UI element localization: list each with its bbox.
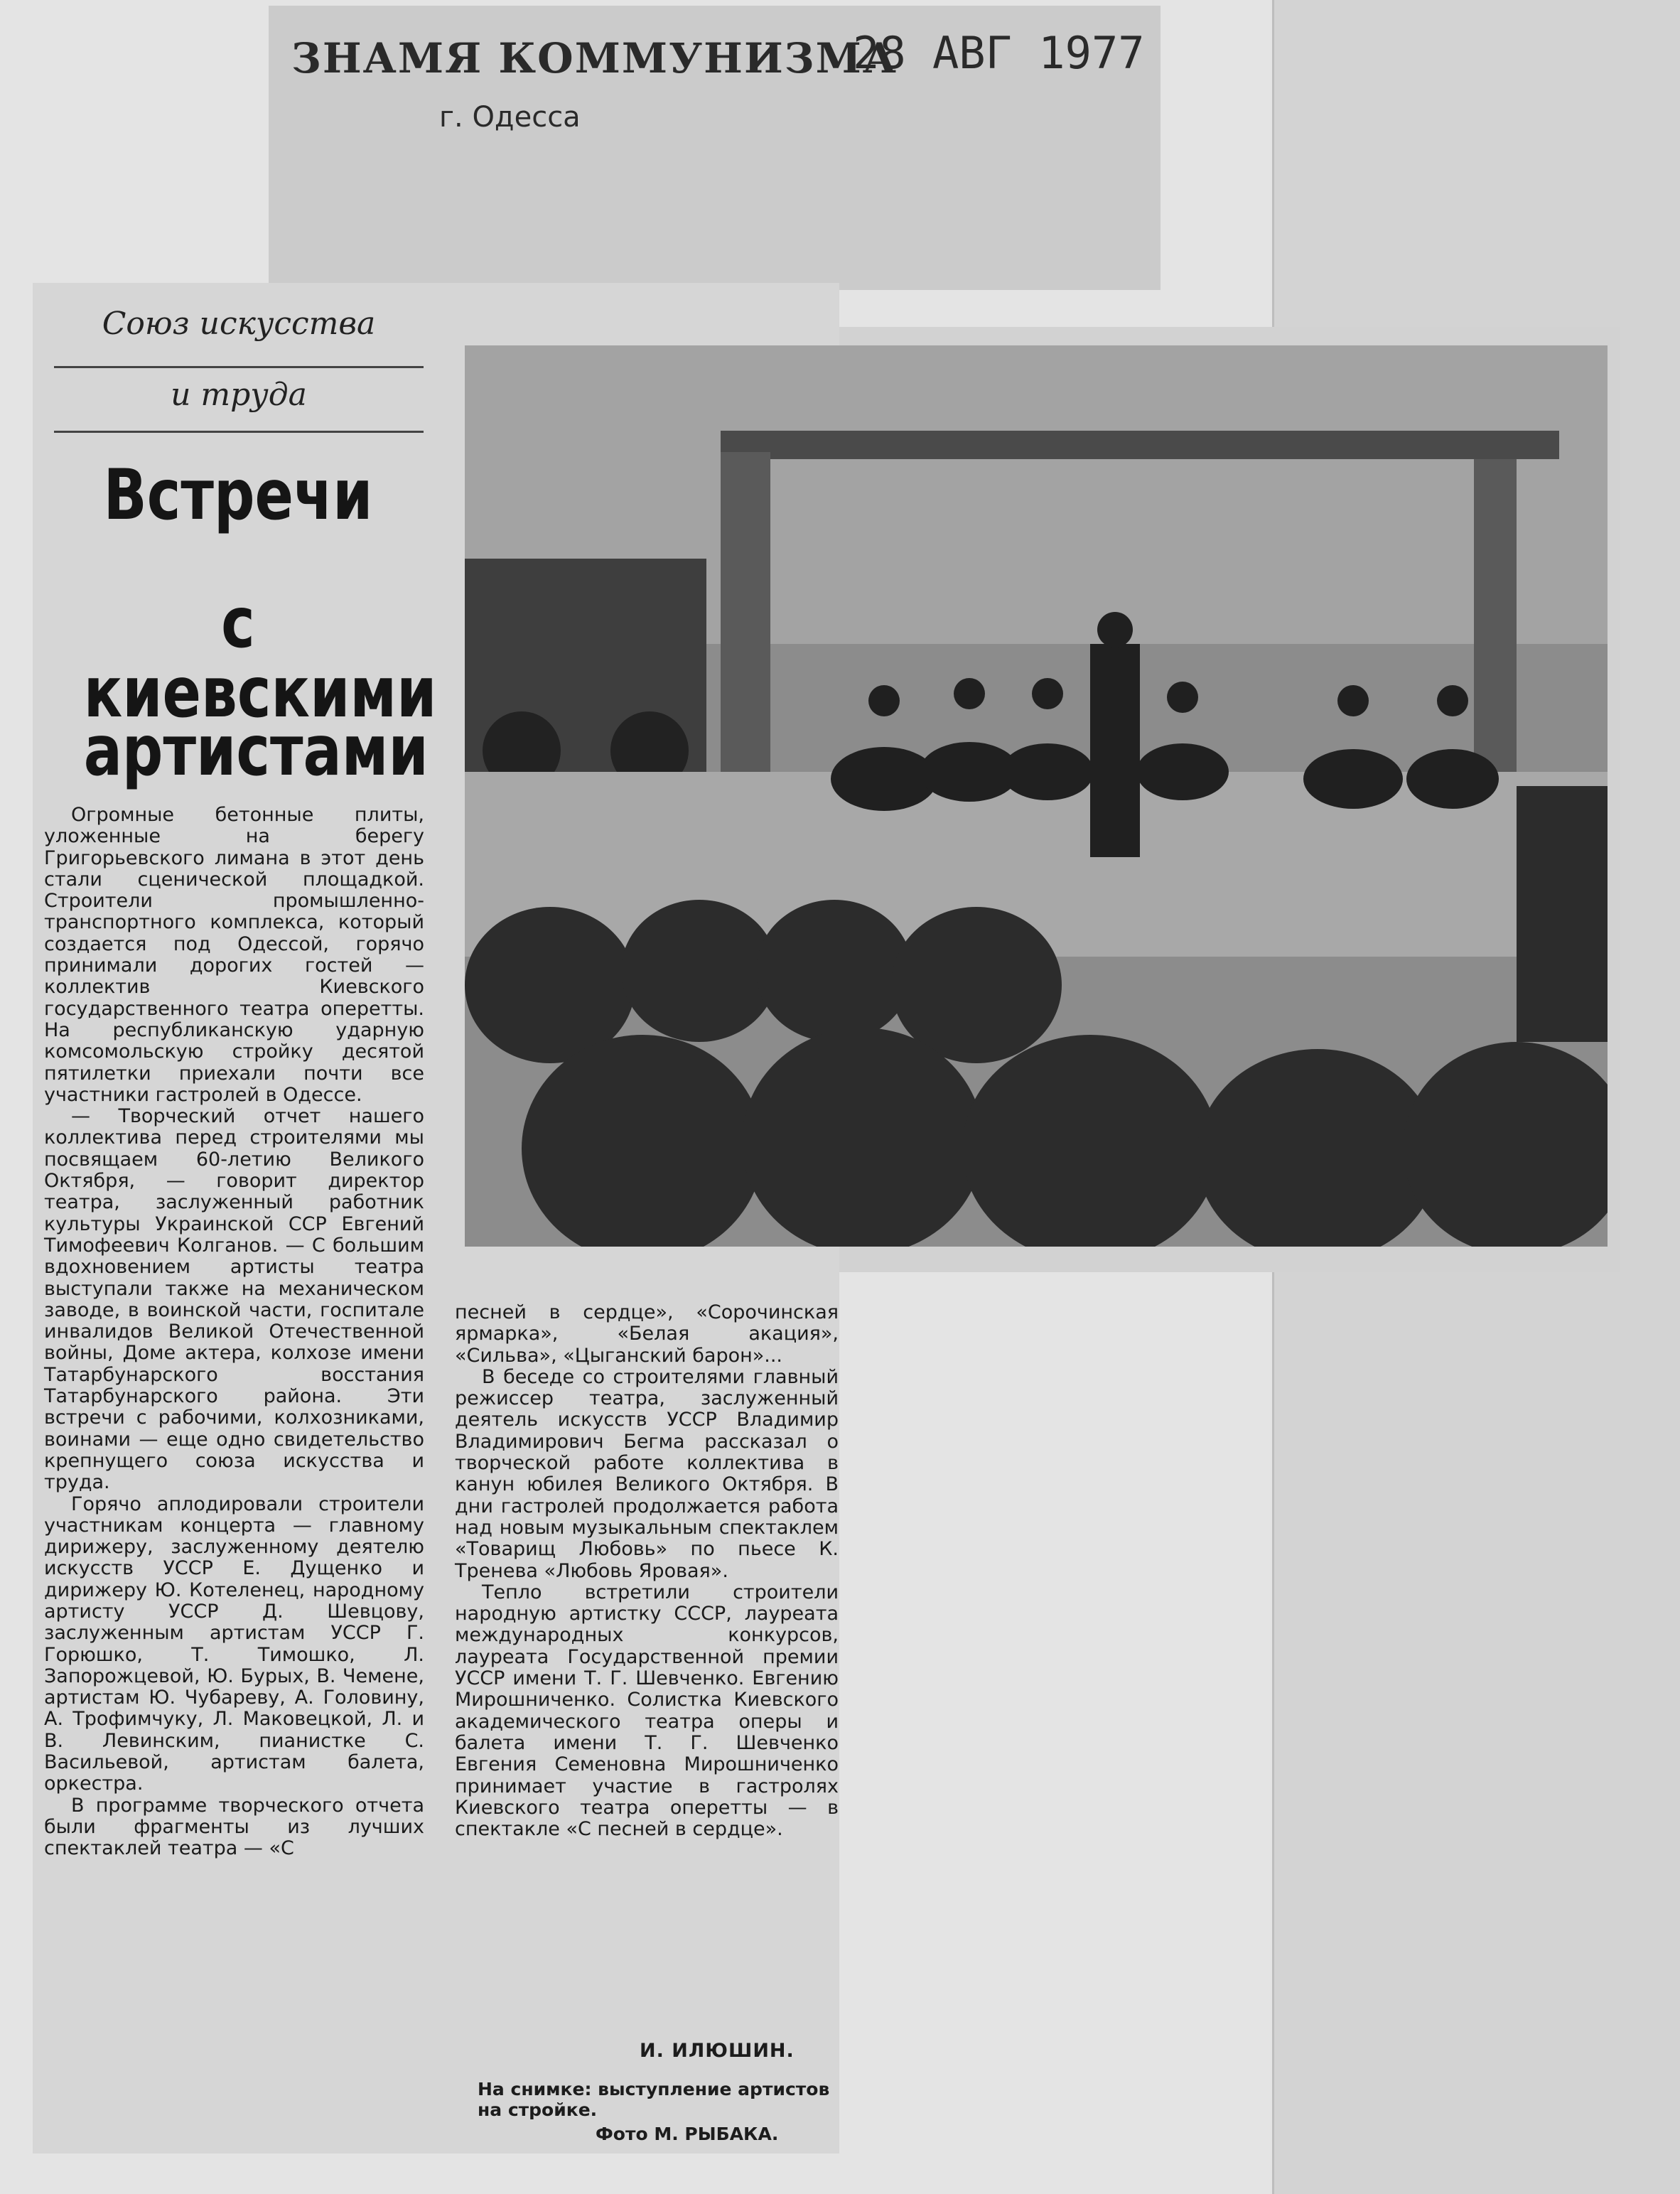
newspaper-city: г. Одесса [439, 101, 581, 134]
photo-crane-beam [721, 431, 1559, 459]
date-stamp: 28 АВГ 1977 [853, 27, 1145, 79]
paragraph: Тепло встретили строители народную артистку СССР, лауреата международных конкурсов, лауреата Государственной премии УССР имени Т. Г. Шевченко. Евгению Мирошниченко. Солистка Киевского академического театра оперы и балета имени Т. Г. Шевченко Евгения Семеновна Мирошниченко принимает участие в гастролях Киевского театра оперетты — в спектакле «С песней в сердце». [455, 1581, 839, 1841]
paragraph: В беседе со строителями главный режиссер театра, заслуженный деятель искусств УССР Владимир Владимирович Бегма рассказал о творческой работе коллектива в канун юбилея Великого Октября. В дни гастролей продолжается работа над новым музыкальным спектаклем «Товарищ Любовь» по пьесе К. Тренева «Любовь Яровая». [455, 1365, 839, 1582]
article-column-1 [44, 805, 424, 1860]
headline-line-3: артистами [83, 711, 429, 792]
paragraph: Огромные бетонные плиты, уложенные на берегу Григорьевского лимана в этот день стали сценической площадкой. Строители промышленно-транспортного комплекса, который создается под Одессой, горячо принимали дорогих гостей — коллектив Киевского государственного театра оперетты. На республиканскую ударную комсомольскую стройку десятой пятилетки приехали почти все участники гастролей в Одессе. [44, 804, 424, 1106]
paragraph: Горячо аплодировали строители участникам концерта — главному дирижеру, заслуженному деятелю искусств УССР Е. Дущенко и дирижеру Ю. Котеленец, народному артисту УССР Д. Шевцову, заслуженным артистам УССР Г. Горюшко, Т. Тимошко, Л. Запорожцевой, Ю. Бурых, В. Чемене, артистам Ю. Чубареву, А. Головину, А. Трофимчуку, Л. Маковецкой, Л. и В. Левинским, пианистке С. Васильевой, артистам балета, оркестра. [44, 1493, 424, 1795]
article-column-2 [455, 1302, 839, 1840]
rubric-line-1: Союз искусства [102, 306, 376, 342]
rubric-rule-bottom [54, 431, 424, 433]
photo-caption: На снимке: выступление артистов на стройке. [478, 2079, 830, 2120]
headline-line-2: с киевскими [83, 583, 437, 733]
article-photo [465, 345, 1608, 1247]
newspaper-name: ЗНАМЯ КОММУНИЗМА [291, 34, 898, 82]
paragraph: — Творческий отчет нашего коллектива перед строителями мы посвящаем 60-летию Великого Октября, — говорит директор театра, заслуженный работник культуры Украинской ССР Евгений Тимофеевич Колганов. — С большим вдохновением артисты театра выступали также на механическом заводе, в воинской части, госпитале инвалидов Великой Отечественной войны, Доме актера, колхозе имени Татарбунарского восстания Татарбунарского района. Эти встречи с рабочими, колхозниками, воинами — еще одно свидетельство крепнущего союза искусства и труда. [44, 1105, 424, 1494]
paragraph: песней в сердце», «Сорочинская ярмарка», «Белая акация», «Сильва», «Цыганский барон»... [455, 1301, 839, 1367]
rubric-rule-top [54, 366, 424, 368]
photo-credit: Фото М. РЫБАКА. [596, 2124, 779, 2144]
headline-line-1: Встречи [103, 455, 373, 536]
author-signature: И. ИЛЮШИН. [640, 2040, 795, 2062]
rubric-line-2: и труда [171, 377, 307, 413]
paragraph: В программе творческого отчета были фрагменты из лучших спектаклей театра — «С [44, 1794, 424, 1860]
